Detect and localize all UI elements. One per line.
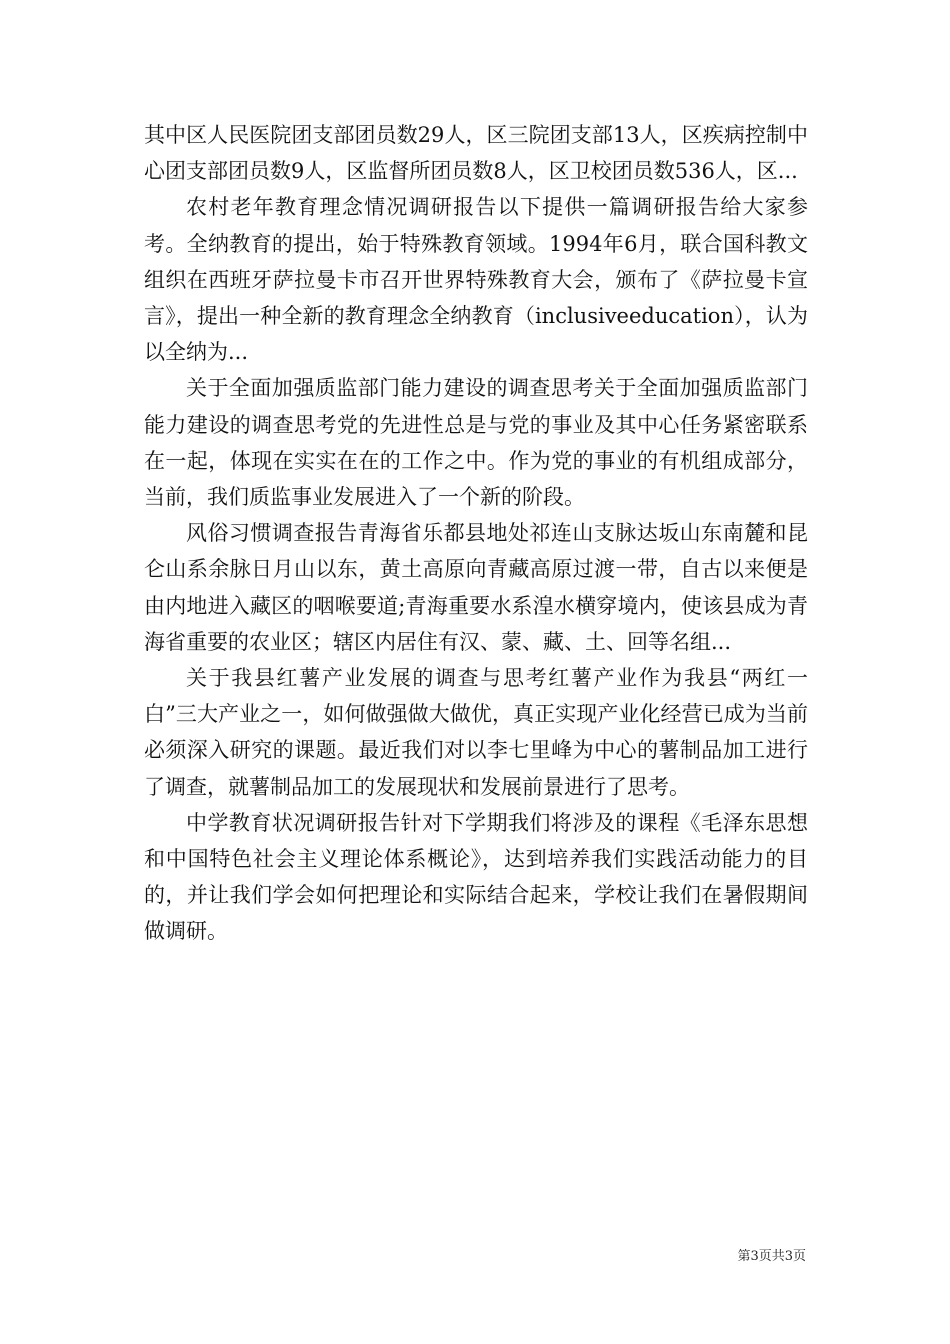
paragraph-sweet-potato: 关于我县红薯产业发展的调查与思考红薯产业作为我县“两红一白”三大产业之一，如何做强做大做优，真正实现产业化经营已成为当前必须深入研究的课题。最近我们对以李七里峰为中心的薯制品加工进行了调查，就薯制品加工的发展现状和发展前景进行了思考。 (144, 666, 808, 799)
paragraph-quality-supervision: 关于全面加强质监部门能力建设的调查思考关于全面加强质监部门能力建设的调查思考党的先进性总是与党的事业及其中心任务紧密联系在一起，体现在实实在在的工作之中。作为党的事业的有机组成部分，当前，我们质监事业发展进入了一个新的阶段。 (144, 376, 808, 510)
paragraph-middle-school: 中学教育状况调研报告针对下学期我们将涉及的课程《毛泽东思想和中国特色社会主义理论体系概论》，达到培养我们实践活动能力的目的，并让我们学会如何把理论和实际结合起来，学校让我们在暑假期间做调研。 (144, 810, 808, 944)
page-number: 第3页共3页 (737, 1249, 806, 1264)
paragraph-elderly-education: 农村老年教育理念情况调研报告以下提供一篇调研报告给大家参考。全纳教育的提出，始于特殊教育领域。1994年6月，联合国科教文组织在西班牙萨拉曼卡市召开世界特殊教育大会，颁布了《萨拉曼卡宣言》，提出一种全新的教育理念全纳教育（inclusiveeducation），认为以全纳为... (144, 195, 808, 365)
paragraph-continued: 其中区人民医院团支部团员数29人，区三院团支部13人，区疾病控制中心团支部团员数9人，区监督所团员数8人，区卫校团员数536人，区... (144, 123, 808, 184)
paragraph-customs-survey: 风俗习惯调查报告青海省乐都县地处祁连山支脉达坂山东南麓和昆仑山系余脉日月山以东，黄土高原向青藏高原过渡一带，自古以来便是由内地进入藏区的咽喉要道;青海重要水系湟水横穿境内，使该县成为青海省重要的农业区；辖区内居住有汉、蒙、藏、土、回等名组... (144, 521, 808, 654)
document-body (144, 117, 808, 950)
